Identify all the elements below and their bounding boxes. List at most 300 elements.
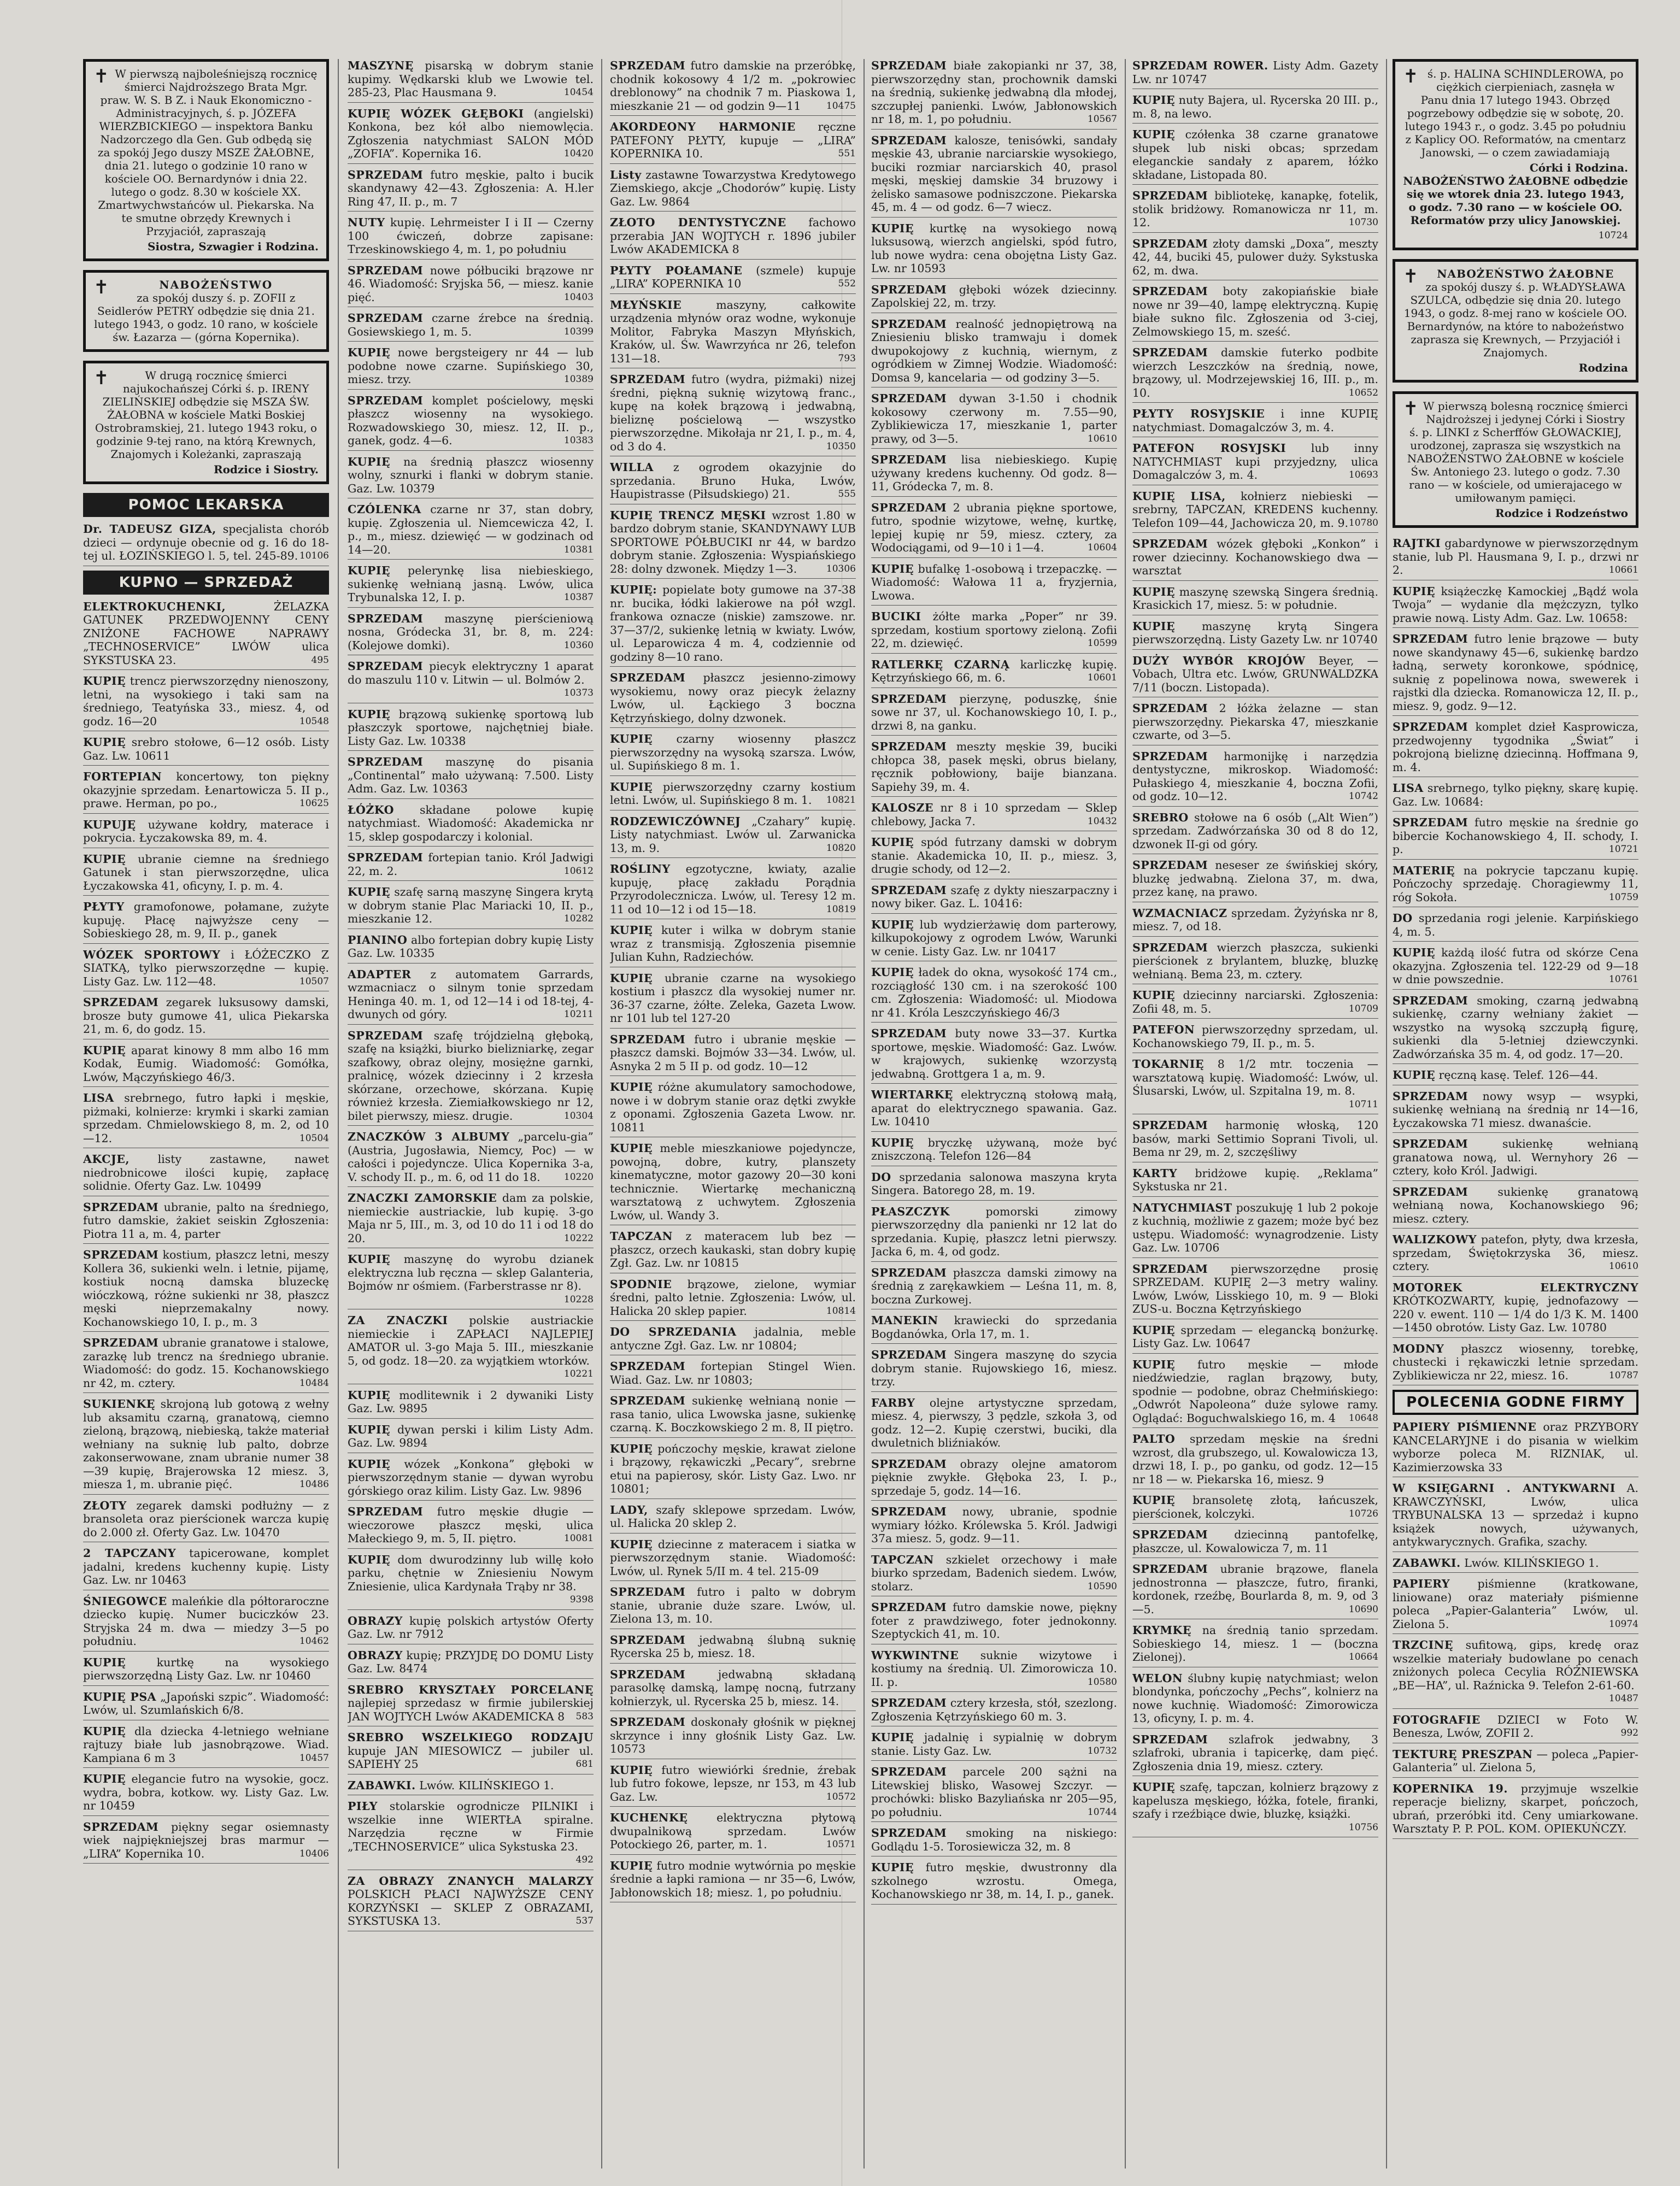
ad-keyword: KUPIĘ <box>1393 946 1436 959</box>
ad-text: kołnierz niebieski — srebrny, TAPCZAN, KREDENS kuchenny. Telefon 109—44, Jachowicza 20, m. 9. <box>1132 489 1378 530</box>
classified-ad <box>348 708 594 751</box>
column-4 <box>871 59 1117 2169</box>
ad-text: srebrnego, futro łapki i męskie, piżmaki, kolnierze: krymki i skarki zamian sprzedam. Chmielowskiego 8, m. 2, od 10—12. <box>83 1091 329 1145</box>
ad-text: kupię polskich artystów Oferty Gaz. Lw. nr 7912 <box>348 1614 594 1641</box>
classified-ad <box>610 1633 856 1664</box>
ad-number: 992 <box>1620 1727 1638 1738</box>
ad-keyword: TOKARNIĘ <box>1132 1057 1204 1071</box>
ad-text: sprzedania rogi jelenie. Karpińskiego 4, m. 5. <box>1393 912 1638 938</box>
ad-text: A. KRAWCZYŃSKI, Lwów, ulica TRYBUNALSKA 13 — sprzedaż i kupno książek nowych, używanych, antykwarycznych. Grafika, szachy. <box>1393 1482 1638 1548</box>
classified-ad <box>1132 1358 1378 1429</box>
classified-ad <box>1132 407 1378 437</box>
ad-number: 10610 <box>1608 1261 1638 1272</box>
ad-keyword: SPRZEDAM <box>871 133 947 147</box>
ad-text: bibliotekę, kanapkę, fotelik, stolik bridżowy. Romanowicza nr 11, m. 12. <box>1132 189 1378 229</box>
ad-keyword: KUPIĘ <box>83 1724 126 1738</box>
ad-text: z ogrodem okazyjnie do sprzedania. Bruno Huka, Lwów, Haupistrasse (Piłsudskiego) 21. <box>610 461 856 501</box>
ad-keyword: CZÓLENKA <box>348 503 421 516</box>
ad-text: płaszcz jesienno-zimowy wysokiemu, nowy oraz piecyk żelazny Lwów, ul. Łąckiego 3 boczna Kętrzyńskiego, dolny dzwonek. <box>610 671 856 725</box>
ad-text: modlitewnik i 2 dywaniki Listy Gaz. Lw. 9895 <box>348 1388 594 1415</box>
ad-keyword: KUCHENKĘ <box>610 1811 688 1824</box>
classified-ad <box>83 1336 329 1393</box>
ad-keyword: OBRAZY <box>348 1648 403 1662</box>
obituary-box-5 <box>1393 259 1638 383</box>
ad-keyword: KUPIĘ <box>871 562 914 575</box>
ad-keyword: WALIZKOWY <box>1393 1233 1477 1246</box>
ad-text: kupię; PRZYJDĘ DO DOMU Listy Gaz. Lw. 8474 <box>348 1648 594 1675</box>
ad-text: pelerynkę lisa niebieskiego, sukienkę wełnianą jasną. Lwów, ulica Trybunalska 12, I. p. <box>348 564 594 604</box>
ad-text: ubranie granatowe i stalowe, zarazkę lub trencz na średniego ubranie. Wiadomość: do godz. 15. Kochanowskiego nr 42, m. cztery. <box>83 1336 329 1390</box>
ad-keyword: SPRZEDAM <box>610 1360 686 1373</box>
ad-text: pierwszorzędne prosię SPRZEDAM. KUPIĘ 2—3 metry waliny. Lwów, Lwów, Lisskiego 10, m. 9 — Bloki ZUS-u. Boczna Kętrzyńskiego <box>1132 1262 1378 1315</box>
ad-text: poszukuję 1 lub 2 pokoje z kuchnią, możliwie z gazem; może być bez ustępu. Wiadomość: wynagrodzenie. Listy Gaz. Lw. 10706 <box>1132 1201 1378 1254</box>
ad-text: Beyer, — Vobach, Ultra etc. Lwów, GRUNWALDZKA 7/11 (boczn. Listopada). <box>1132 654 1378 694</box>
classified-ad <box>348 312 594 342</box>
ad-text: fortepian tanio. Król Jadwigi 22, m. 2. <box>348 851 594 878</box>
classified-ad <box>348 1505 594 1549</box>
obituary-box-3 <box>83 361 329 484</box>
ad-keyword: SREBRO <box>1132 810 1189 824</box>
ad-number: 10732 <box>1087 1745 1117 1756</box>
ad-keyword: KUPIĘ <box>1132 1780 1176 1794</box>
ad-text: damskie futerko podbite wierzch Leszczków na średnią, nowe, brązowy, ul. Modrzejewskiej 16, III. p., m. 10. <box>1132 346 1378 399</box>
ad-keyword: KUPIĘ: <box>610 583 657 596</box>
ad-text: egzotyczne, kwiaty, azalie kupuję, płacę zakładu Porądnia Przyrodolecznicza. Lwów, ul. Teresy 12 m. 11 od 10—12 i od 15—18. <box>610 862 856 916</box>
ad-text: stolarskie ogrodnicze PILNIKI i wszelkie inne WIERTŁA spiralne. Narzędzia ręczne w Firmie „TECHNOSERVICE” ulica Sykstuska 23. <box>348 1800 594 1853</box>
ad-text: szafy sklepowe sprzedam. Lwów, ul. Halicka 20 sklep 2. <box>610 1503 856 1530</box>
classified-ad <box>1393 912 1638 942</box>
ad-keyword: ADAPTER <box>348 967 412 981</box>
ad-text: nowy, ubranie, spodnie wymiary łóżko. Królewska 5. Król. Jadwigi 37a miesz. 5, godz. 9—11. <box>871 1505 1117 1545</box>
ad-text: każdą ilość futra od skórze Cena okazyjna. Zgłoszenia tel. 122-29 od 9—18 w dnie powszednie. <box>1393 946 1638 986</box>
ad-text: skrojoną lub gotową z wełny lub aksamitu czarną, granatową, ciemno zieloną, brązową, niebieską, także materiał wełniany na suknię lub palto, dobrze zakonserwowane, znam ubranie numer 38—39 kupię, Brajerowska 12 miesz. 3, miesza 1, m. ubranie pięć. <box>83 1397 329 1491</box>
ad-number: 10350 <box>826 440 856 452</box>
classified-ad <box>83 853 329 896</box>
ad-keyword: MOTOREK ELEKTRYCZNY <box>1393 1280 1638 1294</box>
ad-keyword: KUPIĘ <box>871 836 914 849</box>
section-header-firms: POLECENIA GODNE FIRMY <box>1393 1390 1638 1415</box>
ad-text: z materacem lub bez — płaszcz, orzech kaukaski, stan dobry kupię Zgł. Gaz. Lw. nr 10815 <box>610 1230 856 1270</box>
ad-text: przyjmuje wszelkie reperacje bielizny, skarpet, pończoch, ubrań, przeróbki itd. Ceny umiarkowane. Warsztaty P. P. POL. KOM. OPIEKUŃCZY. <box>1393 1782 1638 1835</box>
classified-ad <box>610 732 856 776</box>
ad-keyword: PŁYTY POŁAMANE <box>610 263 743 277</box>
ad-text: dam za polskie, niemieckie austriackie, lub kupię. 3-go Maja nr 5, III., m. 3, od 10 do 11 i od 18 do 20. <box>348 1191 594 1245</box>
classified-ad <box>83 818 329 848</box>
ad-keyword: ZNACZKI ZAMORSKIE <box>348 1191 497 1204</box>
ad-text: głęboki wózek dziecinny. Zapolskiej 22, m. trzy. <box>871 283 1117 309</box>
ad-text: wierzch płaszcza, sukienki pierścionek z brylantem, bluzkę, bluzkę wełnianą. Bema 23, m. cztery. <box>1132 941 1378 981</box>
ad-keyword: KUPIĘ <box>83 1772 126 1785</box>
ad-number: 10821 <box>826 795 856 806</box>
ad-text: meszty męskie 39, buciki chłopca 38, pasek męski, obrus bielany, ręcznik pobłowiony, baije bianzana. Sapiehy 39, m. 4. <box>871 740 1117 794</box>
ad-keyword: SPRZEDAM <box>348 851 424 864</box>
classified-ad <box>871 1765 1117 1822</box>
ad-keyword: PAPIERY PIŚMIENNE <box>1393 1420 1537 1433</box>
classified-ad <box>83 736 329 766</box>
classified-ad <box>1132 941 1378 985</box>
classified-ad <box>1132 1432 1378 1489</box>
ad-text: 2 łóżka żelazne — stan pierwszorzędny. Piekarska 47, mieszkanie czwarte, od 3—5. <box>1132 702 1378 742</box>
classified-ad <box>1393 864 1638 908</box>
classified-ad <box>871 1601 1117 1644</box>
ad-keyword: WILLA <box>610 461 654 474</box>
obituary-text: W drugą rocznicę śmierci najukochańszej Córki ś. p. IRENY ZIELIŃSKIEJ odbędzie się MSZA ŚW. ŻAŁOBNA w kościele Matki Boskiej Ostrobramskiej, 21. lutego 1943 roku, o godzinie 9-tej rano, na którą Krewnych, Znajomych i Koleżanki, zapraszają <box>95 369 318 461</box>
ad-keyword: KUPIĘ <box>348 1457 391 1471</box>
ad-keyword: SPRZEDAM <box>1393 1137 1468 1150</box>
ad-keyword: SPRZEDAM <box>1393 994 1468 1007</box>
ad-keyword: SPRZEDAM <box>610 1585 686 1599</box>
classified-ad <box>610 1715 856 1759</box>
obituary-box-6 <box>1393 391 1638 528</box>
ad-text: dziecinne z materacem i siatka w pierwszorzędnym stanie. Wiadomość: Lwów, ul. Rynek 5/II m. 4 tel. 215-09 <box>610 1537 856 1578</box>
ad-keyword: KUPIĘ <box>83 674 126 687</box>
cross-icon: ✝ <box>93 66 109 87</box>
classified-ad <box>871 318 1117 388</box>
ad-keyword: PAPIERY <box>1393 1577 1450 1590</box>
ad-text: sukienkę wełnianą granatowa nową, ul. Wernyhory 26 — cztery, koło Król. Jadwigi. <box>1393 1137 1638 1177</box>
ads-list <box>1393 537 1638 1385</box>
obituary-box-2 <box>83 270 329 352</box>
ad-keyword: KUPIĘ <box>1132 1494 1176 1507</box>
classified-ad <box>871 1396 1117 1453</box>
ad-keyword: KUPIĘ <box>348 1388 391 1402</box>
ad-text: czarny wiosenny płaszcz pierwszorzędny na wysoką szarsza. Lwów, ul. Supińskiego 8 m. 1. <box>610 732 856 772</box>
ad-keyword: SPRZEDAM <box>1132 346 1208 359</box>
obituary-signature: Rodzice i Rodzeństwo <box>1495 507 1628 520</box>
classified-ad <box>871 1458 1117 1501</box>
classified-ad <box>871 918 1117 962</box>
ad-text: specjalista chorób dzieci — ordynuje obecnie od g. 16 do 18-tej ul. ŁOZIŃSKIEGO l. 5, tel. 245-89. <box>83 522 329 562</box>
ad-text: obrazy olejne amatorom pięknie zwykłe. Głęboka 23, I. p., sprzedaje 5, godz. 14—16. <box>871 1457 1117 1497</box>
ad-keyword: ŚNIEGOWCE <box>83 1594 167 1608</box>
obituary-title: NABOŻEŃSTWO <box>159 278 273 291</box>
ad-keyword: SPRZEDAM <box>871 283 947 296</box>
ad-text: piękny segar osiemnasty wiek najpiękniejszej bras marmur — „LIRA” Kopernika 10. <box>83 1820 329 1860</box>
ad-keyword: WÓZEK SPORTOWY <box>83 948 221 961</box>
classified-ad <box>348 612 594 656</box>
ad-keyword: ZA OBRAZY ZNANYCH MALARZY <box>348 1874 594 1888</box>
ad-number: 10730 <box>1348 217 1378 228</box>
ad-text: cztery krzesła, stół, szezlong. Zgłoszenia Kętrzyńskiego 60 m. 3. <box>871 1696 1117 1723</box>
ad-text: brązową sukienkę sportową lub płaszczyk sportowe, najchętniej białe. Listy Gaz. Lw. 10338 <box>348 707 594 748</box>
ad-number: 10381 <box>563 544 594 555</box>
ad-keyword: KUPIĘ <box>610 1142 653 1155</box>
ad-keyword: SPRZEDAM <box>871 1696 947 1709</box>
ad-text: złoty damski „Doxa”, meszty 42, 44, buciki 45, pulower duży. Sykstuska 62, m. dwa. <box>1132 237 1378 277</box>
ad-number: 10580 <box>1087 1676 1117 1688</box>
ad-keyword: KUPIĘ LISA, <box>1132 489 1226 503</box>
classified-ad <box>871 1553 1117 1597</box>
ad-keyword: ZNACZKÓW 3 ALBUMY <box>348 1130 510 1143</box>
ad-number: 10820 <box>826 842 856 854</box>
ad-text: popielate boty gumowe na 37-38 nr. bucika, łódki lakierowe na pół wzgl. frankowa oznacze (niskie) zamszowe. nr. 37—37/2, sukienkę letnią w kwiaty. Lwów, ul. Leparowicza 4 m. 4, codziennie od godziny 8—10 rano. <box>610 583 856 663</box>
ad-number: 10389 <box>563 374 594 385</box>
ad-text: fortepian Stingel Wien. Wiad. Gaz. Lw. nr 10803; <box>610 1360 856 1386</box>
classified-ad <box>871 134 1117 218</box>
classified-ad <box>348 1553 594 1610</box>
ad-text: ubranie, palto na średniego, futro damskie, żakiet seiskin Zgłoszenia: Piotra 11 a, m. 4, parter <box>83 1200 329 1241</box>
classified-ad <box>1132 1528 1378 1558</box>
classified-ad <box>1132 907 1378 937</box>
ad-text: Lwów. KILIŃSKIEGO 1. <box>419 1778 554 1792</box>
classified-ad <box>348 933 594 963</box>
cross-icon: ✝ <box>1403 266 1419 287</box>
classified-ad <box>1132 1562 1378 1619</box>
classified-ad <box>1393 781 1638 812</box>
ad-text: smoking, czarną jedwabną sukienkę, czarny wełniany żakiet — wszystko na wysoką szczupłą figurę, sukienki dla 5-letniej dziewczynki. Zadwórzańska 35 m. 4, od godz. 17—20. <box>1393 994 1638 1061</box>
ad-keyword: ZŁOTO DENTYSTYCZNE <box>610 216 786 229</box>
classified-ad <box>83 900 329 944</box>
ad-keyword: KUPIĘ <box>348 455 391 468</box>
ad-text: maleńkie dla półtoraroczne dziecko kupię. Numer buciczków 23. Stryjska 24 m. dwa — miedzy 3—5 po południu. <box>83 1594 329 1648</box>
classified-ad <box>871 1205 1117 1262</box>
classified-ad <box>1132 859 1378 902</box>
ad-text: sufitową, gips, kredę oraz wszelkie materiały budowlane po cenach zniżonych poleca Cecylia RÓŻNIEWSKA „BE—HA”, ul. Raźnicka 9. Telefon 2-61-60. <box>1393 1638 1638 1692</box>
ad-keyword: SPRZEDAM <box>348 393 424 407</box>
ad-text: na średnią płaszcz wiosenny wolny, sznurki i flanki w dobrym stanie. Gaz. Lw. 10379 <box>348 455 594 495</box>
ad-text: Lwów. KILIŃSKIEGO 1. <box>1464 1556 1599 1570</box>
obituary-text: ś. p. HALINA SCHINDLEROWA, po ciężkich cierpieniach, zasnęła w Panu dnia 17 lutego 1943. Obrzęd pogrzebowy odbędzie się w sobotę, 20. lutego 1943 r., o godz. 3.45 po południu z Kaplicy OO. Reformatów, na cmentarz Janowski, — o czem zawiadamiają <box>1405 67 1626 159</box>
ad-number: 10974 <box>1608 1618 1638 1630</box>
ad-text: kuter i wilka w dobrym stanie wraz z transmisją. Zgłoszenia pisemnie Julian Kuhn, Radziechów. <box>610 924 856 963</box>
classified-ad <box>1393 816 1638 860</box>
ad-number: 10742 <box>1348 791 1378 802</box>
ads-list <box>1132 59 1378 1837</box>
column-rule <box>338 59 339 2169</box>
ad-text: parcele 200 sążni na Litewskiej blisko, Wasowej Szczyr. — prochówki: blisko Bazyliańska nr 205—95, po południu. <box>871 1765 1117 1819</box>
ad-text: listy zastawne, nawet niedrobnicowe ilości kupię, zapłacę solidnie. Oferty Gaz. Lw. 10499 <box>83 1153 329 1192</box>
ad-text: koncertowy, ton piękny okazyjnie sprzedam. Łenartowicza 5. II p., prawe. Herman, po po., <box>83 770 329 810</box>
ad-text: czarne źrebce na średnią. Gosiewskiego 1, m. 5. <box>348 312 594 338</box>
classified-ad <box>1393 1748 1638 1778</box>
ad-number: 10612 <box>563 865 594 877</box>
ad-keyword: ZŁOTY <box>83 1499 127 1512</box>
classified-ad <box>610 1360 856 1390</box>
classified-ad <box>348 1130 594 1187</box>
classified-ad <box>871 610 1117 654</box>
ad-text: jedwabną składaną parasolkę damską, lampę nocną, futrzany kołnierzyk, ul. Rycerska 25 b, miesz. 14. <box>610 1667 856 1708</box>
ad-keyword: KUPIĘ <box>1132 585 1176 598</box>
classified-ad <box>83 674 329 731</box>
classified-ad <box>610 1080 856 1137</box>
column-3 <box>610 59 856 2169</box>
classified-ad <box>610 924 856 967</box>
classified-ad <box>348 1314 594 1384</box>
classified-ad <box>610 1585 856 1629</box>
cross-icon: ✝ <box>93 367 109 389</box>
classified-ad <box>1393 1342 1638 1386</box>
ad-keyword: KUPIĘ <box>871 221 914 235</box>
ad-text: albo fortepian dobry kupię Listy Gaz. Lw. 10335 <box>348 933 594 960</box>
ad-text: z automatem Garrards, wzmacniacz o silnym tonie sprzedam Heninga 40. m. 1, od 12—14 i od 18-tej, 4-dwunych od góry. <box>348 967 594 1021</box>
ad-keyword: PŁASZCZYK <box>871 1204 950 1218</box>
ad-keyword: PIANINO <box>348 933 408 947</box>
classified-ad <box>610 1538 856 1582</box>
ad-text: komplet pościelowy, męski płaszcz wiosenny na wysokiego. Rozwadowskiego 30, miesz. 12, II. p., ganek, godz. 4—6. <box>348 393 594 447</box>
classified-ad <box>871 453 1117 497</box>
classified-ad <box>871 222 1117 279</box>
ad-keyword: TAPCZAN <box>871 1553 934 1566</box>
classified-ad <box>1132 1324 1378 1354</box>
ad-number: 10661 <box>1608 565 1638 575</box>
ad-keyword: SPRZEDAM <box>1132 859 1208 872</box>
ad-keyword: SPRZEDAM <box>1132 702 1208 715</box>
ad-text: gabardynowe w pierwszorzędnym stanie, lub Pl. Hausmana 9, I. p., drzwi nr 2. <box>1393 537 1638 577</box>
ad-text: elegancie futro na wysokie, gocz. wydra, bobra, kotkow. wy. Listy Gaz. Lw. nr 10459 <box>83 1772 329 1812</box>
ad-text: realność jednopiętrową na Zniesieniu blisko tramwaju i domek dwupokojowy z kuchnią, wiernym, z ogródkiem w Zimnej Wodzie. Wiadomość: Domsa 9, kancelaria — od godziny 3—5. <box>871 317 1117 384</box>
ad-text: maszyny, całkowite urządzenia młynów oraz wodne, wykonuje Molitor, Fabryka Maszyn Młyńskich, Kraków, ul. Św. Wawrzyńca nr 26, telefon 131—18. <box>610 298 856 365</box>
classified-ad <box>83 770 329 814</box>
ad-text: wzrost 1.80 w bardzo dobrym stanie, SKANDYNAWY LUB SPORTOWE PÓŁBUCIKI nr 44, w bardzo dobrym stanie. Zgłoszenia: Wyspiańskiego 28: dolny dzwonek. Między 1—3. <box>610 508 856 575</box>
ad-keyword: SPRZEDAM <box>1132 1732 1208 1746</box>
classified-ad <box>83 1091 329 1148</box>
ad-text: dywan 3-1.50 i chodnik kokosowy czerwony m. 7.55—90, Zyblikiewicza 17, mieszkanie 1, parter prawy, od 3—5. <box>871 392 1117 445</box>
column-2 <box>348 59 594 2169</box>
classified-ad <box>610 972 856 1029</box>
ad-keyword: KUPIĘ <box>1132 989 1176 1002</box>
ad-text: czółenka 38 czarne granatowe słupek lub niski obcas; sprzedam eleganckie sandały z aparem, łóżko składane, Listopada 80. <box>1132 128 1378 181</box>
ad-number: 537 <box>575 1915 594 1926</box>
ad-keyword: KUPIĘ <box>871 1731 914 1744</box>
ad-keyword: SPRZEDAM <box>871 1601 947 1614</box>
classified-ad <box>610 461 856 504</box>
classified-ad <box>83 1201 329 1244</box>
ad-number: 10221 <box>563 1368 594 1379</box>
ad-keyword: OBRAZY <box>348 1614 403 1627</box>
ad-keyword: KUPIĘ <box>1393 584 1436 598</box>
ad-keyword: SPRZEDAM <box>83 1820 159 1834</box>
ad-keyword: KUPIĘ <box>610 924 653 937</box>
classified-ad <box>610 1668 856 1712</box>
ad-keyword: SPRZEDAM <box>348 1505 424 1518</box>
classified-ad <box>348 1253 594 1309</box>
classified-ad <box>610 1764 856 1807</box>
classified-ad <box>610 1811 856 1855</box>
ad-text: jedwabną ślubną suknię Rycerska 25 b, miesz. 18. <box>610 1633 856 1660</box>
ad-keyword: SPRZEDAM <box>83 1200 159 1214</box>
classified-ad <box>610 583 856 667</box>
classified-ad <box>1132 346 1378 403</box>
ad-text: ubranie brązowe, flanela jednostronna — płaszcze, futro, firanki, kordonek, rzeźbę, Bourlarda 8, m. 9, od 3—5. <box>1132 1562 1378 1616</box>
ad-number: 10457 <box>299 1752 329 1764</box>
ad-keyword: WIERTARKĘ <box>871 1088 953 1101</box>
classified-ad <box>1393 720 1638 777</box>
classified-ad <box>1132 811 1378 855</box>
ad-keyword: SPRZEDAM <box>348 263 424 277</box>
ad-keyword: SPRZEDAM <box>1132 749 1208 763</box>
classified-ad <box>83 996 329 1039</box>
ad-text: sprzedam — elegancką bonżurkę. Listy Gaz. Lw. 10647 <box>1132 1323 1378 1350</box>
ad-keyword: KUPIĘ <box>348 1553 391 1566</box>
classified-ad <box>348 346 594 390</box>
ad-text: kupię. Lehrmeister I i II — Czerny 100 ćwiczeń, dobrze zapisane: Trzeskinowskiego 4, m. 1, po południu <box>348 216 594 256</box>
ad-keyword: TEKTURĘ PRESZPAN <box>1393 1747 1533 1761</box>
ad-number: 492 <box>575 1854 594 1865</box>
classified-ad <box>83 522 329 566</box>
classified-ad <box>348 851 594 881</box>
ad-keyword: AKORDEONY HARMONIE <box>610 120 796 133</box>
ad-keyword: KUPIĘ <box>348 564 391 577</box>
ad-text: maszynę do wyrobu dzianek elektryczna lub ręczna — sklep Galanteria, Bojmów nr ośmiem. (Farberstrasse nr 8). <box>348 1253 594 1292</box>
obituary-box-4 <box>1393 59 1638 250</box>
ad-keyword: KUPIĘ <box>348 707 391 721</box>
column-rule <box>1386 59 1387 2169</box>
classified-ad <box>1132 989 1378 1019</box>
classified-ad <box>1132 59 1378 89</box>
classified-ad <box>1132 1624 1378 1667</box>
classified-ad <box>1393 1137 1638 1181</box>
ad-keyword: SPRZEDAM <box>1132 1562 1208 1576</box>
ad-number: 10724 <box>1598 230 1628 241</box>
ad-text: dywan perski i kilim Listy Adm. Gaz. Lw. 9894 <box>348 1423 594 1449</box>
ad-keyword: SPRZEDAM <box>871 883 947 897</box>
ad-keyword: W KSIĘGARNI . ANTYKWARNI <box>1393 1482 1616 1495</box>
ad-number: 10487 <box>1608 1693 1638 1704</box>
ad-keyword: SPRZEDAM <box>871 59 947 72</box>
ad-text: trencz pierwszorzędny nienoszony, letni, na wysokiego i taki sam na średniego, Teatyńska 33., miesz. 4, od godz. 16—20 <box>83 674 329 728</box>
ad-keyword: SPRZEDAM <box>1393 632 1468 645</box>
classified-ad <box>1132 189 1378 233</box>
classified-ad <box>871 1696 1117 1726</box>
ad-keyword: ŁÓŻKO <box>348 803 395 816</box>
ad-keyword: RAJTKI <box>1393 537 1441 550</box>
classified-ad <box>1132 93 1378 124</box>
ad-number: 10383 <box>563 435 594 446</box>
ad-keyword: FARBY <box>871 1396 915 1409</box>
classified-ad <box>1393 1068 1638 1085</box>
ad-number: 10484 <box>299 1377 329 1389</box>
ad-text: POLSKICH PŁACI NAJWYŻSZE CENY KORZYŃSKI — SKLEP Z OBRAZAMI, SYKSTUSKA 13. <box>348 1888 594 1928</box>
classified-ad <box>348 1423 594 1453</box>
ad-text: meble mieszkaniowe pojedyncze, powojną, dobre, kutry, planszety kinematyczne, motor gazowy 20—30 koni technicznie. Wiertarkę mechaniczną warsztatową z uchwytem. Zgłoszenia Lwów, ul. Wandy 3. <box>610 1142 856 1222</box>
cross-icon: ✝ <box>1403 66 1419 87</box>
ads-list <box>871 59 1117 1905</box>
cross-icon: ✝ <box>1403 398 1419 420</box>
ad-number: 10567 <box>1087 114 1117 125</box>
classified-ad <box>348 264 594 308</box>
ad-text: i ŁÓŻECZKO Z SIATKĄ, tylko pierwszorzędne — kupię. Listy Gaz. Lw. 112—48. <box>83 948 329 988</box>
classified-ad <box>1132 654 1378 698</box>
ad-text: ubranie czarne na wysokiego kostium i płaszcz dla wysokiej numer nr. 36-37 czarne, żółte. Zeleka, Gazeta Lwow. nr 101 lub tel 127-20 <box>610 971 856 1025</box>
obituary-box-1 <box>83 59 329 261</box>
classified-ad <box>871 966 1117 1023</box>
classified-ad <box>871 1088 1117 1132</box>
classified-ad <box>1132 1733 1378 1777</box>
classified-ad <box>83 1690 329 1720</box>
ad-keyword: TRZCINĘ <box>1393 1638 1454 1652</box>
classified-ad <box>348 755 594 799</box>
classified-ad <box>610 298 856 369</box>
ad-number: 10373 <box>563 687 594 698</box>
classified-ad <box>610 1230 856 1273</box>
ad-keyword: SPRZEDAM <box>83 1248 159 1261</box>
ad-keyword: LADY, <box>610 1503 648 1517</box>
ad-text: oraz PRZYBORY KANCELARYJNE i do pisania w wielkim wyborze poleca M. RIZNIAK, ul. Kazimierzowska 33 <box>1393 1420 1638 1474</box>
classified-ad <box>83 1044 329 1088</box>
ad-keyword: SPRZEDAM <box>83 996 159 1009</box>
ad-text: boty zakopiańskie białe nowe nr 39—40, lampę elektryczną. Kupię białe sukno filc. Zgłoszenia od 3-ciej, Zelmowskiego 15, m. sześć. <box>1132 285 1378 338</box>
classified-ad <box>348 503 594 560</box>
ad-text: futro damskie na przeróbkę, chodnik kokosowy 4 1/2 m. „pokrowiec dreblonowy” na chodnik 7 m. Piaskowa 1, mieszkanie 21 — od godzin 9—11 <box>610 59 856 113</box>
ad-keyword: NATYCHMIAST <box>1132 1201 1232 1214</box>
ad-text: zastawne Towarzystwa Kredytowego Ziemskiego, akcje „Chodorów” kupię. Listy Gaz. Lw. 9864 <box>610 168 856 208</box>
ad-keyword: FOTOGRAFIE <box>1393 1713 1481 1726</box>
classified-ad <box>1393 585 1638 628</box>
ad-text: futro i ubranie męskie — płaszcz damski. Bojmów 33—34. Lwów, ul. Asnyka 2 m 5 II p. od godz. 10—12 <box>610 1032 856 1073</box>
classified-ad <box>610 1278 856 1321</box>
ad-number: 10548 <box>299 715 329 727</box>
ad-keyword: RATLERKĘ CZARNĄ <box>871 657 1010 671</box>
